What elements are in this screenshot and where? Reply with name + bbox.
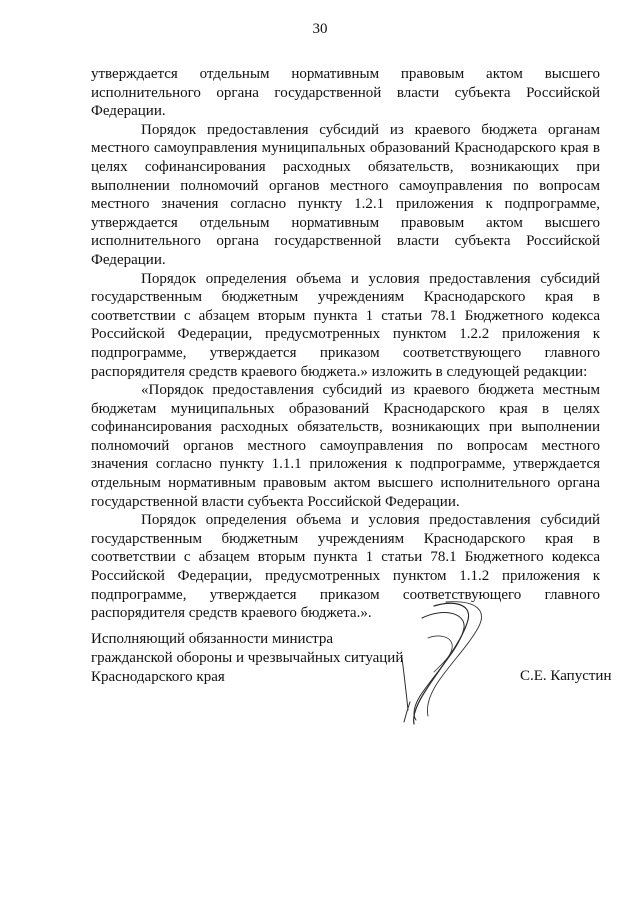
- paragraph-5: Порядок определения объема и условия предоставления субсидий государственным бюджетным учреждениям Краснодарского края в соответствии с абзацем вторым пункта 1 статьи 78.1 Бюджетного кодекса Российской Федерации, предусмотренных пунктом 1.1.2 приложения к подпрограмме, утверждается приказом соответствующего главного распорядителя средств краевого бюджета.».: [91, 512, 600, 622]
- signatory-title-line-1: Исполняющий обязанности министра: [91, 631, 334, 647]
- paragraph-3: Порядок определения объема и условия предоставления субсидий государственным бюджетным учреждениям Краснодарского края в соответствии с абзацем вторым пункта 1 статьи 78.1 Бюджетного кодекса Российской Федерации, предусмотренных пунктом 1.2.2 приложения к подпрограмме, утверждается приказом соответствующего главного распорядителя средств краевого бюджета.» изложить в следующей редакции:: [91, 270, 600, 380]
- paragraph-2: Порядок предоставления субсидий из краевого бюджета органам местного самоуправления муниципальных образований Краснодарского края в целях софинансирования расходных обязательств, возникающих при выполнении полномочий органов местного самоуправления по вопросам местного значения согласно пункту 1.2.1 приложения к подпрограмме, утверждается отдельным нормативным правовым актом высшего исполнительного органа государственной власти субъекта Российской Федерации.: [91, 121, 600, 268]
- handwritten-signature: [392, 598, 502, 728]
- signatory-title-line-3: Краснодарского края: [91, 669, 225, 685]
- signatory-name: С.Е. Капустин: [520, 668, 612, 684]
- signatory-title-line-2: гражданской обороны и чрезвычайных ситуаций: [91, 650, 404, 666]
- paragraph-4: «Порядок предоставления субсидий из краевого бюджета местным бюджетам муниципальных образований Краснодарского края в целях софинансирования расходных обязательств, возникающих при выполнении полномочий органов местного самоуправления по вопросам местного значения согласно пункту 1.1.1 приложения к подпрограмме, утверждается отдельным нормативным правовым актом высшего исполнительного органа государственной власти субъекта Российской Федерации.: [91, 382, 600, 510]
- page-number: 30: [312, 21, 328, 37]
- paragraph-1: утверждается отдельным нормативным правовым актом высшего исполнительного органа государственной власти субъекта Российской Федерации.: [91, 66, 600, 120]
- document-body: [91, 65, 600, 623]
- signatory-title: [91, 630, 403, 687]
